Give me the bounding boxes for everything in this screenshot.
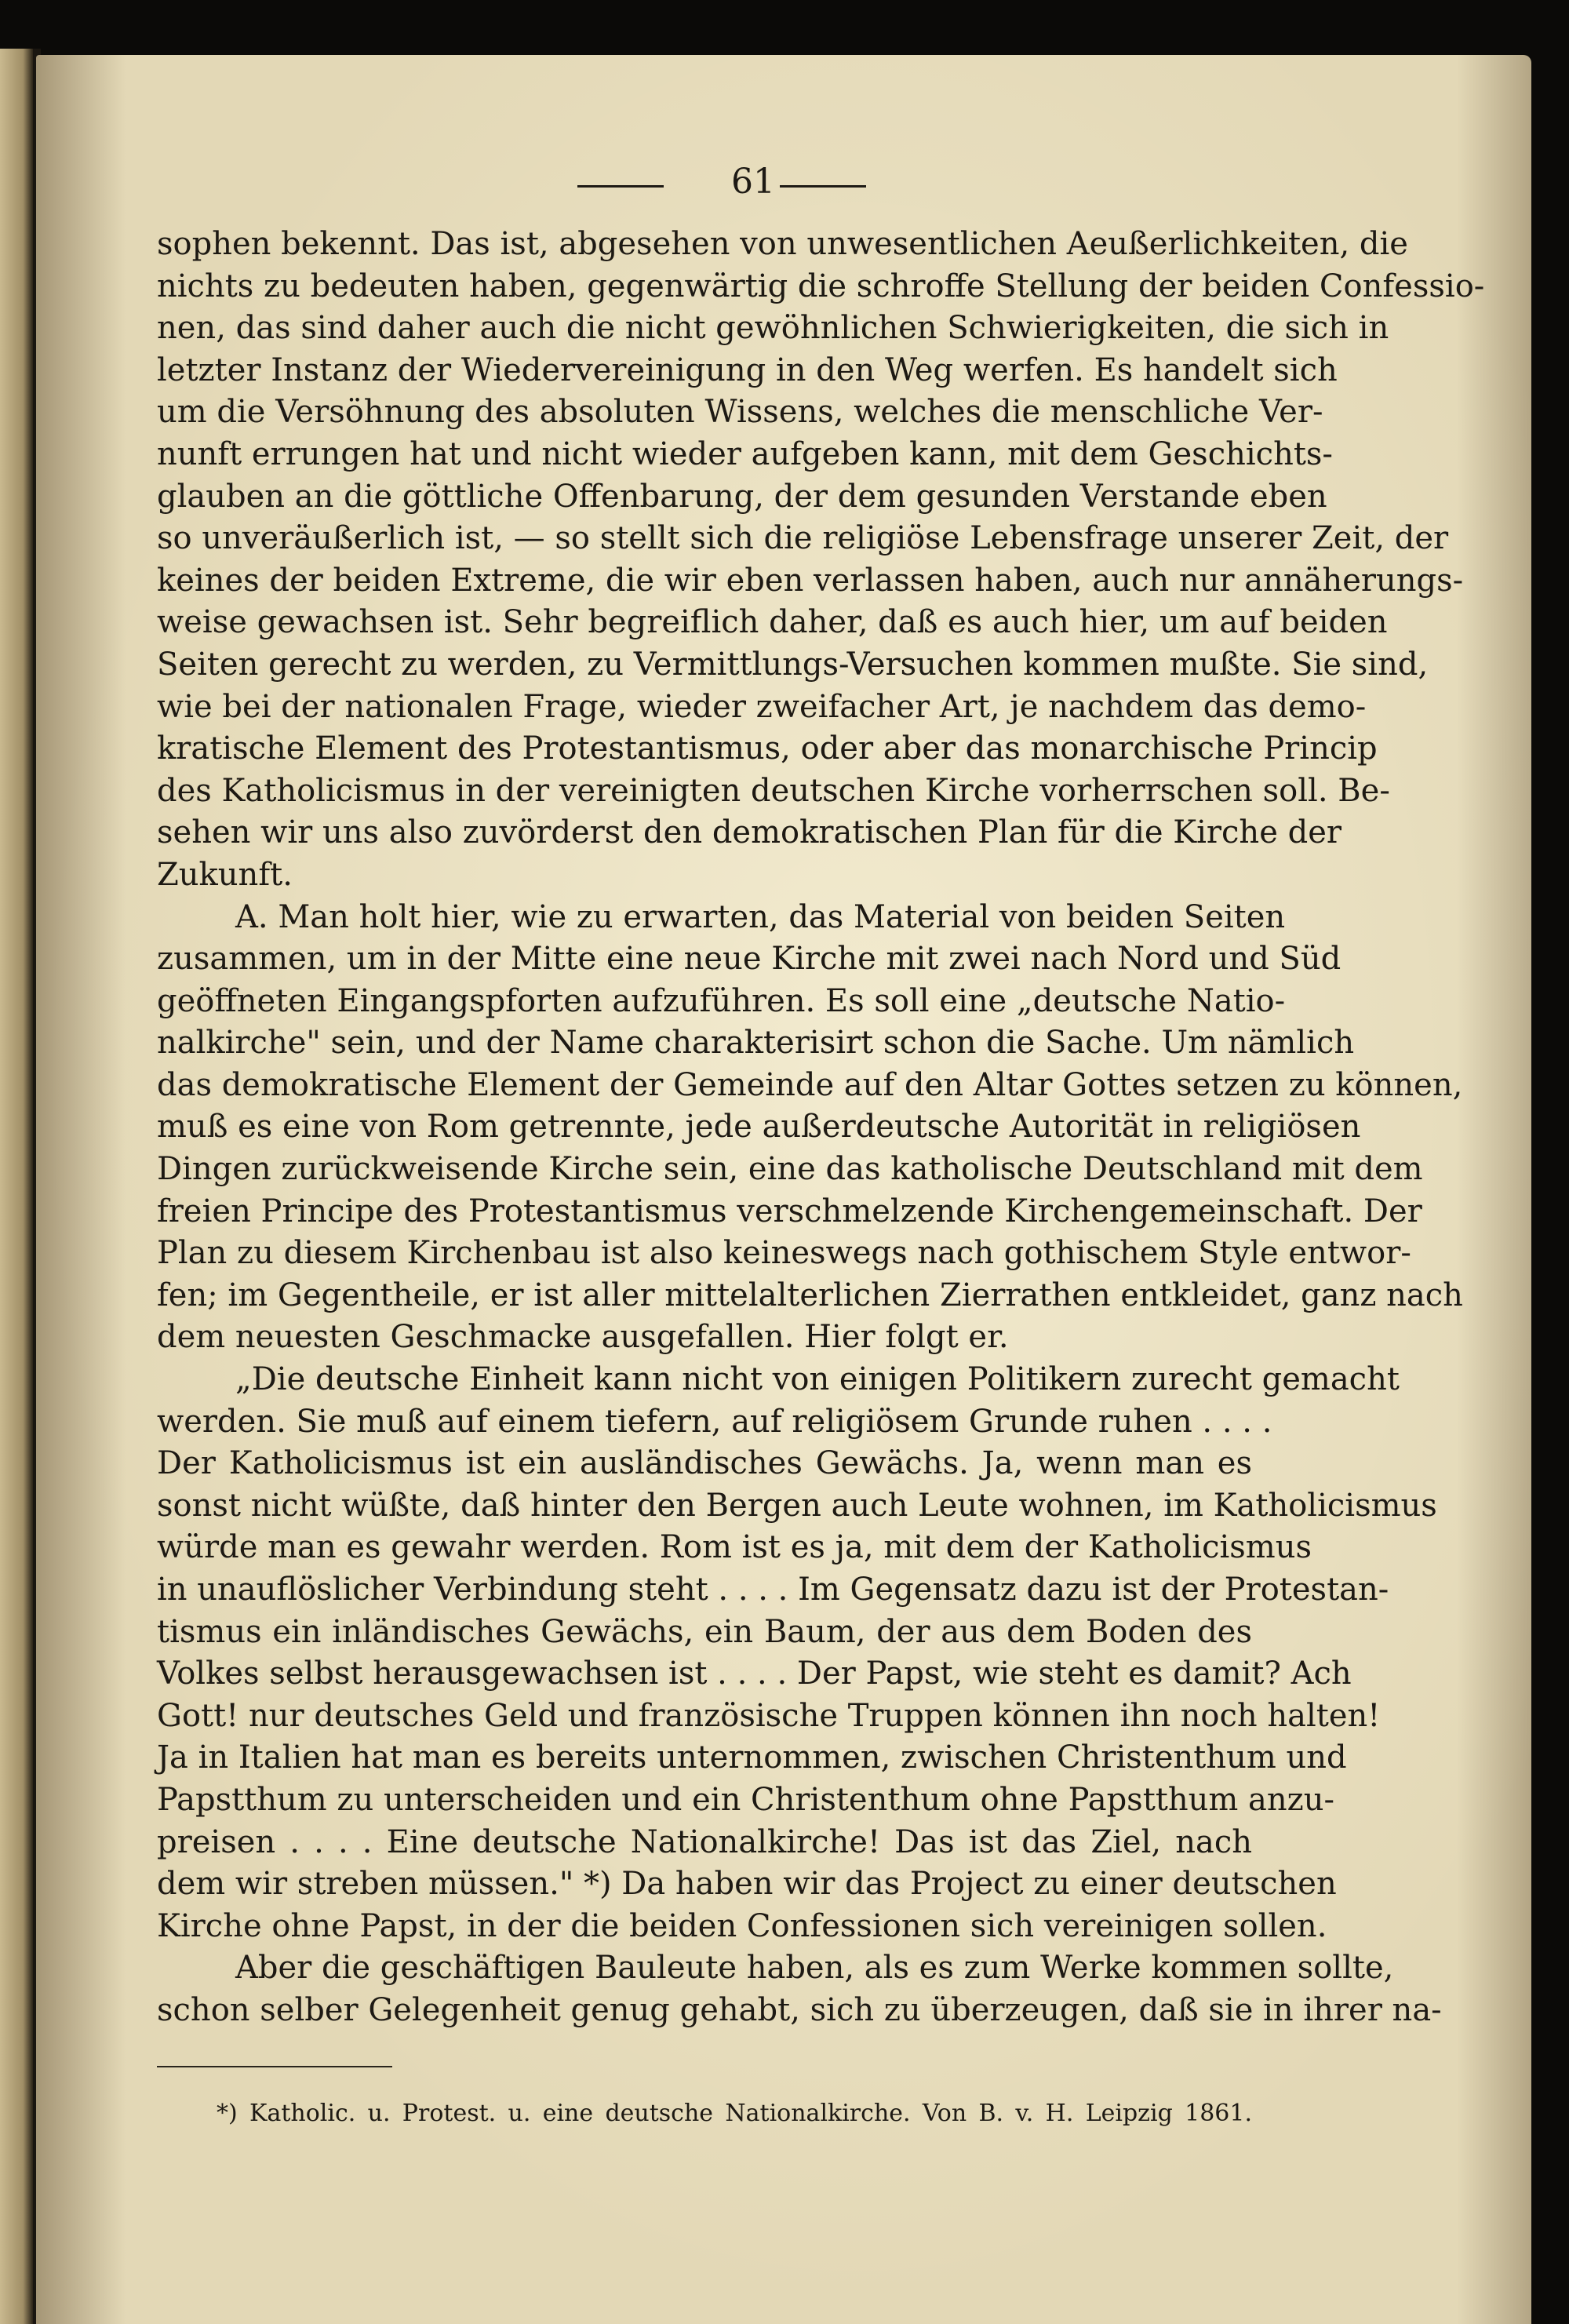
text-line: Papstthum zu unterscheiden und ein Christenthum ohne Papstthum anzu- — [157, 1781, 1334, 1818]
text-line: geöffneten Eingangspforten aufzuführen. Es soll eine „deutsche Natio- — [157, 982, 1286, 1019]
page-number: 61 — [731, 162, 775, 202]
text-line: nalkirche" sein, und der Name charakterisirt schon die Sache. Um nämlich — [157, 1025, 1355, 1062]
text-line: dem wir streben müssen." *) Da haben wir das Project zu einer deutschen — [157, 1866, 1337, 1903]
header-rule-right — [780, 185, 866, 188]
text-line: letzter Instanz der Wiedervereinigung in den Weg werfen. Es handelt sich — [157, 352, 1338, 388]
text-line: so unveräußerlich ist, — so stellt sich die religiöse Lebensfrage unserer Zeit, der — [157, 520, 1449, 557]
text-line: Plan zu diesem Kirchenbau ist also keineswegs nach gothischem Style entwor- — [157, 1235, 1411, 1272]
facing-page-edge — [0, 49, 33, 2324]
footnote: *) Katholic. u. Protest. u. eine deutsche Nationalkirche. Von B. v. H. Leipzig 1861. — [217, 2100, 1252, 2127]
text-line: nunft errungen hat und nicht wieder aufgeben kann, mit dem Geschichts- — [157, 435, 1333, 472]
text-line: zusammen, um in der Mitte eine neue Kirche mit zwei nach Nord und Süd — [157, 941, 1341, 978]
text-line: „Die deutsche Einheit kann nicht von einigen Politikern zurecht gemacht — [235, 1361, 1400, 1398]
text-line: in unauflöslicher Verbindung steht . . . . Im Gegensatz dazu ist der Protestan- — [157, 1572, 1389, 1608]
text-line: Kirche ohne Papst, in der die beiden Confessionen sich vereinigen sollen. — [157, 1907, 1327, 1944]
text-line: Ja in Italien hat man es bereits unternommen, zwischen Christenthum und — [157, 1739, 1347, 1776]
text-line: sonst nicht wüßte, daß hinter den Bergen auch Leute wohnen, im Katholicismus — [157, 1487, 1437, 1524]
text-line: Der Katholicismus ist ein ausländisches Gewächs. Ja, wenn man es — [157, 1445, 1252, 1482]
footnote-rule — [157, 2066, 392, 2067]
text-line: schon selber Gelegenheit genug gehabt, sich zu überzeugen, daß sie in ihrer na- — [157, 1991, 1442, 2028]
text-line: preisen . . . . Eine deutsche Nationalkirche! Das ist das Ziel, nach — [157, 1823, 1252, 1860]
text-line: tismus ein inländisches Gewächs, ein Baum, der aus dem Boden des — [157, 1613, 1252, 1650]
text-line: wie bei der nationalen Frage, wieder zweifacher Art, je nachdem das demo- — [157, 688, 1367, 725]
text-line: glauben an die göttliche Offenbarung, der dem gesunden Verstande eben — [157, 478, 1327, 515]
text-line: weise gewachsen ist. Sehr begreiflich daher, daß es auch hier, um auf beiden — [157, 604, 1388, 641]
text-line: des Katholicismus in der vereinigten deutschen Kirche vorherrschen soll. Be- — [157, 772, 1390, 809]
text-line: das demokratische Element der Gemeinde auf den Altar Gottes setzen zu können, — [157, 1066, 1463, 1103]
text-line: sophen bekennt. Das ist, abgesehen von unwesentlichen Aeußerlichkeiten, die — [157, 226, 1408, 262]
text-line: sehen wir uns also zuvörderst den demokratischen Plan für die Kirche der — [157, 814, 1341, 851]
text-line: A. Man holt hier, wie zu erwarten, das Material von beiden Seiten — [235, 898, 1286, 935]
text-line: Gott! nur deutsches Geld und französische Truppen können ihn noch halten! — [157, 1697, 1381, 1734]
text-line: kratische Element des Protestantismus, oder aber das monarchische Princip — [157, 730, 1378, 767]
text-line: Aber die geschäftigen Bauleute haben, als es zum Werke kommen sollte, — [235, 1950, 1394, 1987]
text-line: dem neuesten Geschmacke ausgefallen. Hier folgt er. — [157, 1319, 1009, 1356]
text-line: Seiten gerecht zu werden, zu Vermittlungs-Versuchen kommen mußte. Sie sind, — [157, 646, 1429, 683]
text-line: freien Principe des Protestantismus verschmelzende Kirchengemeinschaft. Der — [157, 1193, 1422, 1229]
text-line: Volkes selbst herausgewachsen ist . . . . Der Papst, wie steht es damit? Ach — [157, 1656, 1352, 1692]
text-line: würde man es gewahr werden. Rom ist es ja, mit dem der Katholicismus — [157, 1529, 1312, 1566]
text-line: Dingen zurückweisende Kirche sein, eine das katholische Deutschland mit dem — [157, 1151, 1423, 1188]
header-rule-left — [577, 185, 664, 188]
text-line: werden. Sie muß auf einem tiefern, auf religiösem Grunde ruhen . . . . — [157, 1403, 1272, 1440]
text-line: fen; im Gegentheile, er ist aller mittelalterlichen Zierrathen entkleidet, ganz nach — [157, 1277, 1463, 1313]
body-text — [157, 224, 1485, 2032]
text-line: muß es eine von Rom getrennte, jede außerdeutsche Autorität in religiösen — [157, 1109, 1361, 1146]
text-line: um die Versöhnung des absoluten Wissens, welches die menschliche Ver- — [157, 394, 1323, 431]
text-line: keines der beiden Extreme, die wir eben verlassen haben, auch nur annäherungs- — [157, 562, 1464, 599]
text-line: nichts zu bedeuten haben, gegenwärtig die schroffe Stellung der beiden Confessio- — [157, 268, 1485, 304]
text-line: nen, das sind daher auch die nicht gewöhnlichen Schwierigkeiten, die sich in — [157, 310, 1389, 347]
text-line: Zukunft. — [157, 856, 293, 893]
